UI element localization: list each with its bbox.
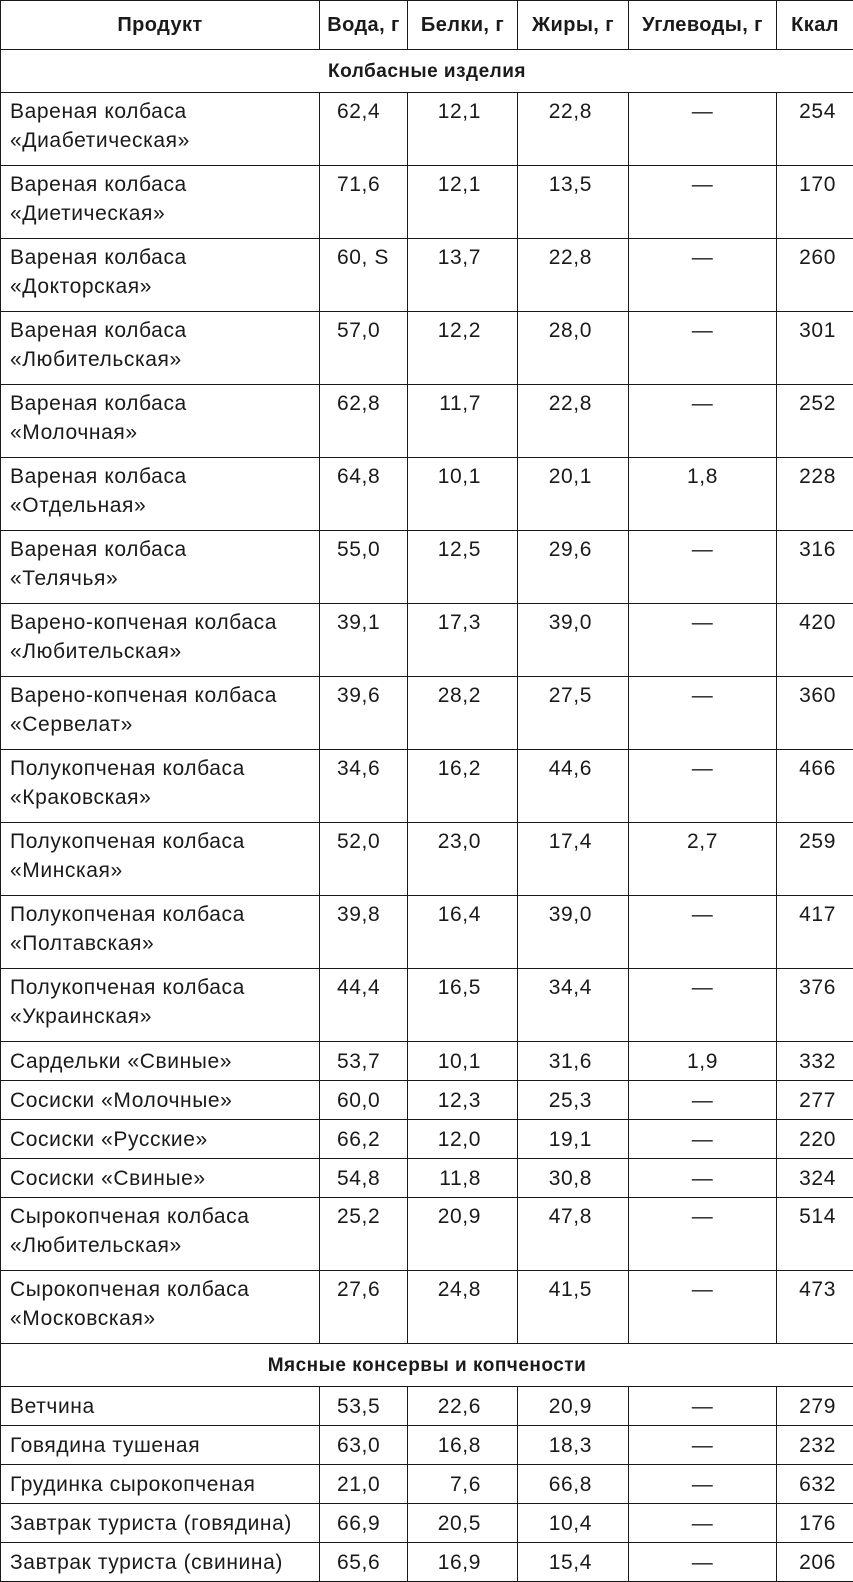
kcal-cell: 514: [777, 1198, 853, 1271]
water-cell: 39,1: [320, 604, 408, 677]
fat-cell: 27,5: [518, 677, 629, 750]
water-cell: 63,0: [320, 1426, 408, 1465]
table-row: [1, 604, 853, 677]
product-name-line1: Полукопченая колбаса: [10, 754, 315, 783]
product-name-line1: Вареная колбаса: [10, 97, 315, 126]
water-cell: 21,0: [320, 1465, 408, 1504]
product-name-line2: «Минская»: [10, 856, 315, 885]
carbs-cell: —: [629, 1465, 777, 1504]
kcal-cell: 466: [777, 750, 853, 823]
protein-cell: 11,7: [408, 385, 518, 458]
carbs-cell: —: [629, 239, 777, 312]
carbs-cell: —: [629, 896, 777, 969]
table-row: [1, 166, 853, 239]
kcal-cell: 277: [777, 1081, 853, 1120]
product-name-line1: Варено-копченая колбаса: [10, 608, 315, 637]
carbs-cell: —: [629, 1120, 777, 1159]
table-row: [1, 239, 853, 312]
table-row: [1, 531, 853, 604]
fat-cell: 20,9: [518, 1387, 629, 1426]
fat-cell: 13,5: [518, 166, 629, 239]
product-name-cell: [1, 1271, 320, 1344]
product-name-cell: [1, 1426, 320, 1465]
water-cell: 71,6: [320, 166, 408, 239]
protein-cell: 12,1: [408, 93, 518, 166]
table-row: [1, 1198, 853, 1271]
kcal-cell: 279: [777, 1387, 853, 1426]
product-name-line1: Ветчина: [10, 1392, 315, 1421]
product-name-cell: [1, 385, 320, 458]
product-name-line1: Завтрак туриста (свинина): [10, 1548, 315, 1577]
kcal-cell: 324: [777, 1159, 853, 1198]
product-name-line2: «Диабетическая»: [10, 126, 315, 155]
protein-cell: 16,4: [408, 896, 518, 969]
header-kcal: Ккал: [777, 1, 853, 50]
protein-cell: 13,7: [408, 239, 518, 312]
header-protein: Белки, г: [408, 1, 518, 50]
kcal-cell: 632: [777, 1465, 853, 1504]
kcal-cell: 316: [777, 531, 853, 604]
product-name-cell: [1, 677, 320, 750]
product-name-cell: [1, 1504, 320, 1543]
kcal-cell: 360: [777, 677, 853, 750]
product-name-line1: Полукопченая колбаса: [10, 827, 315, 856]
table-row: [1, 312, 853, 385]
fat-cell: 10,4: [518, 1504, 629, 1543]
carbs-cell: —: [629, 1198, 777, 1271]
product-name-cell: [1, 239, 320, 312]
fat-cell: 17,4: [518, 823, 629, 896]
carbs-cell: —: [629, 677, 777, 750]
water-cell: 34,6: [320, 750, 408, 823]
carbs-cell: —: [629, 969, 777, 1042]
product-name-cell: [1, 1159, 320, 1198]
carbs-cell: —: [629, 1081, 777, 1120]
product-name-line2: «Краковская»: [10, 783, 315, 812]
product-name-line1: Вареная колбаса: [10, 389, 315, 418]
carbs-cell: 1,9: [629, 1042, 777, 1081]
table-row: [1, 677, 853, 750]
carbs-cell: —: [629, 1426, 777, 1465]
water-cell: 62,4: [320, 93, 408, 166]
table-row: [1, 1426, 853, 1465]
fat-cell: 22,8: [518, 385, 629, 458]
water-cell: 53,5: [320, 1387, 408, 1426]
product-name-cell: [1, 166, 320, 239]
table-row: [1, 385, 853, 458]
protein-cell: 12,0: [408, 1120, 518, 1159]
protein-cell: 7,6: [408, 1465, 518, 1504]
water-cell: 27,6: [320, 1271, 408, 1344]
product-name-cell: [1, 969, 320, 1042]
kcal-cell: 332: [777, 1042, 853, 1081]
protein-cell: 10,1: [408, 1042, 518, 1081]
fat-cell: 44,6: [518, 750, 629, 823]
product-name-cell: [1, 1081, 320, 1120]
kcal-cell: 260: [777, 239, 853, 312]
kcal-cell: 228: [777, 458, 853, 531]
product-name-cell: [1, 1387, 320, 1426]
fat-cell: 29,6: [518, 531, 629, 604]
kcal-cell: 254: [777, 93, 853, 166]
water-cell: 53,7: [320, 1042, 408, 1081]
fat-cell: 41,5: [518, 1271, 629, 1344]
product-name-cell: [1, 1465, 320, 1504]
carbs-cell: —: [629, 1271, 777, 1344]
product-name-line2: «Украинская»: [10, 1002, 315, 1031]
fat-cell: 22,8: [518, 239, 629, 312]
water-cell: 60,0: [320, 1081, 408, 1120]
product-name-line2: «Сервелат»: [10, 710, 315, 739]
kcal-cell: 473: [777, 1271, 853, 1344]
carbs-cell: —: [629, 166, 777, 239]
protein-cell: 20,9: [408, 1198, 518, 1271]
protein-cell: 22,6: [408, 1387, 518, 1426]
protein-cell: 28,2: [408, 677, 518, 750]
protein-cell: 16,8: [408, 1426, 518, 1465]
kcal-cell: 206: [777, 1543, 853, 1582]
product-name-cell: [1, 93, 320, 166]
protein-cell: 12,1: [408, 166, 518, 239]
fat-cell: 22,8: [518, 93, 629, 166]
product-name-cell: [1, 531, 320, 604]
water-cell: 39,8: [320, 896, 408, 969]
product-name-cell: [1, 1543, 320, 1582]
product-name-cell: [1, 312, 320, 385]
carbs-cell: —: [629, 1543, 777, 1582]
product-name-line1: Полукопченая колбаса: [10, 973, 315, 1002]
fat-cell: 28,0: [518, 312, 629, 385]
product-name-line1: Сардельки «Свиные»: [10, 1047, 315, 1076]
table-row: [1, 896, 853, 969]
product-name-line2: «Любительская»: [10, 1231, 315, 1260]
water-cell: 44,4: [320, 969, 408, 1042]
product-name-line1: Вареная колбаса: [10, 316, 315, 345]
water-cell: 52,0: [320, 823, 408, 896]
product-name-line1: Вареная колбаса: [10, 535, 315, 564]
carbs-cell: —: [629, 385, 777, 458]
carbs-cell: —: [629, 312, 777, 385]
carbs-cell: 2,7: [629, 823, 777, 896]
protein-cell: 10,1: [408, 458, 518, 531]
product-name-line1: Грудинка сырокопченая: [10, 1470, 315, 1499]
carbs-cell: 1,8: [629, 458, 777, 531]
section-row: [1, 50, 853, 93]
table-row: [1, 969, 853, 1042]
product-name-line2: «Любительская»: [10, 637, 315, 666]
product-name-cell: [1, 1042, 320, 1081]
table-body: [1, 50, 853, 1582]
protein-cell: 16,2: [408, 750, 518, 823]
table-row: [1, 93, 853, 166]
product-name-line1: Вареная колбаса: [10, 243, 315, 272]
water-cell: 66,9: [320, 1504, 408, 1543]
kcal-cell: 417: [777, 896, 853, 969]
product-name-line1: Вареная колбаса: [10, 462, 315, 491]
product-name-line2: «Диетическая»: [10, 199, 315, 228]
product-name-line1: Сосиски «Русские»: [10, 1125, 315, 1154]
kcal-cell: 301: [777, 312, 853, 385]
product-name-cell: [1, 458, 320, 531]
table-row: [1, 750, 853, 823]
protein-cell: 16,9: [408, 1543, 518, 1582]
product-name-line1: Сосиски «Свиные»: [10, 1164, 315, 1193]
product-name-cell: [1, 823, 320, 896]
product-name-cell: [1, 604, 320, 677]
fat-cell: 31,6: [518, 1042, 629, 1081]
protein-cell: 20,5: [408, 1504, 518, 1543]
kcal-cell: 232: [777, 1426, 853, 1465]
product-name-line1: Говядина тушеная: [10, 1431, 315, 1460]
kcal-cell: 220: [777, 1120, 853, 1159]
water-cell: 66,2: [320, 1120, 408, 1159]
table-row: [1, 1159, 853, 1198]
carbs-cell: —: [629, 93, 777, 166]
water-cell: 64,8: [320, 458, 408, 531]
kcal-cell: 376: [777, 969, 853, 1042]
header-carbs: Углеводы, г: [629, 1, 777, 50]
water-cell: 25,2: [320, 1198, 408, 1271]
table-row: [1, 1271, 853, 1344]
fat-cell: 30,8: [518, 1159, 629, 1198]
fat-cell: 47,8: [518, 1198, 629, 1271]
table-row: [1, 1120, 853, 1159]
table-row: [1, 1387, 853, 1426]
kcal-cell: 252: [777, 385, 853, 458]
section-title: Колбасные изделия: [1, 50, 853, 93]
water-cell: 39,6: [320, 677, 408, 750]
table-header: [1, 1, 853, 50]
table-row: [1, 458, 853, 531]
product-name-line1: Варено-копченая колбаса: [10, 681, 315, 710]
fat-cell: 25,3: [518, 1081, 629, 1120]
protein-cell: 11,8: [408, 1159, 518, 1198]
carbs-cell: —: [629, 750, 777, 823]
fat-cell: 15,4: [518, 1543, 629, 1582]
protein-cell: 12,5: [408, 531, 518, 604]
protein-cell: 12,2: [408, 312, 518, 385]
fat-cell: 66,8: [518, 1465, 629, 1504]
table-row: [1, 1504, 853, 1543]
product-name-line2: «Телячья»: [10, 564, 315, 593]
table-row: [1, 1465, 853, 1504]
table-row: [1, 1543, 853, 1582]
product-name-line1: Сырокопченая колбаса: [10, 1202, 315, 1231]
carbs-cell: —: [629, 531, 777, 604]
carbs-cell: —: [629, 604, 777, 677]
table-row: [1, 823, 853, 896]
table-row: [1, 1081, 853, 1120]
product-name-line2: «Московская»: [10, 1304, 315, 1333]
product-name-cell: [1, 896, 320, 969]
kcal-cell: 176: [777, 1504, 853, 1543]
kcal-cell: 259: [777, 823, 853, 896]
table-row: [1, 1042, 853, 1081]
product-name-line1: Сосиски «Молочные»: [10, 1086, 315, 1115]
fat-cell: 18,3: [518, 1426, 629, 1465]
product-name-line2: «Полтавская»: [10, 929, 315, 958]
section-row: [1, 1344, 853, 1387]
protein-cell: 17,3: [408, 604, 518, 677]
product-name-line1: Завтрак туриста (говядина): [10, 1509, 315, 1538]
fat-cell: 19,1: [518, 1120, 629, 1159]
product-name-cell: [1, 1120, 320, 1159]
protein-cell: 23,0: [408, 823, 518, 896]
header-water: Вода, г: [320, 1, 408, 50]
water-cell: 55,0: [320, 531, 408, 604]
product-name-line2: «Молочная»: [10, 418, 315, 447]
fat-cell: 39,0: [518, 896, 629, 969]
protein-cell: 12,3: [408, 1081, 518, 1120]
carbs-cell: —: [629, 1504, 777, 1543]
product-name-line2: «Отдельная»: [10, 491, 315, 520]
water-cell: 62,8: [320, 385, 408, 458]
kcal-cell: 170: [777, 166, 853, 239]
protein-cell: 16,5: [408, 969, 518, 1042]
carbs-cell: —: [629, 1387, 777, 1426]
water-cell: 57,0: [320, 312, 408, 385]
section-title: Мясные консервы и копчености: [1, 1344, 853, 1387]
header-product: Продукт: [1, 1, 320, 50]
carbs-cell: —: [629, 1159, 777, 1198]
product-name-line1: Полукопченая колбаса: [10, 900, 315, 929]
fat-cell: 20,1: [518, 458, 629, 531]
header-fat: Жиры, г: [518, 1, 629, 50]
water-cell: 65,6: [320, 1543, 408, 1582]
product-name-line2: «Любительская»: [10, 345, 315, 374]
product-name-line1: Сырокопченая колбаса: [10, 1275, 315, 1304]
water-cell: 60, S: [320, 239, 408, 312]
water-cell: 54,8: [320, 1159, 408, 1198]
protein-cell: 24,8: [408, 1271, 518, 1344]
product-name-cell: [1, 1198, 320, 1271]
product-name-line1: Вареная колбаса: [10, 170, 315, 199]
kcal-cell: 420: [777, 604, 853, 677]
fat-cell: 39,0: [518, 604, 629, 677]
product-name-cell: [1, 750, 320, 823]
fat-cell: 34,4: [518, 969, 629, 1042]
product-name-line2: «Докторская»: [10, 272, 315, 301]
